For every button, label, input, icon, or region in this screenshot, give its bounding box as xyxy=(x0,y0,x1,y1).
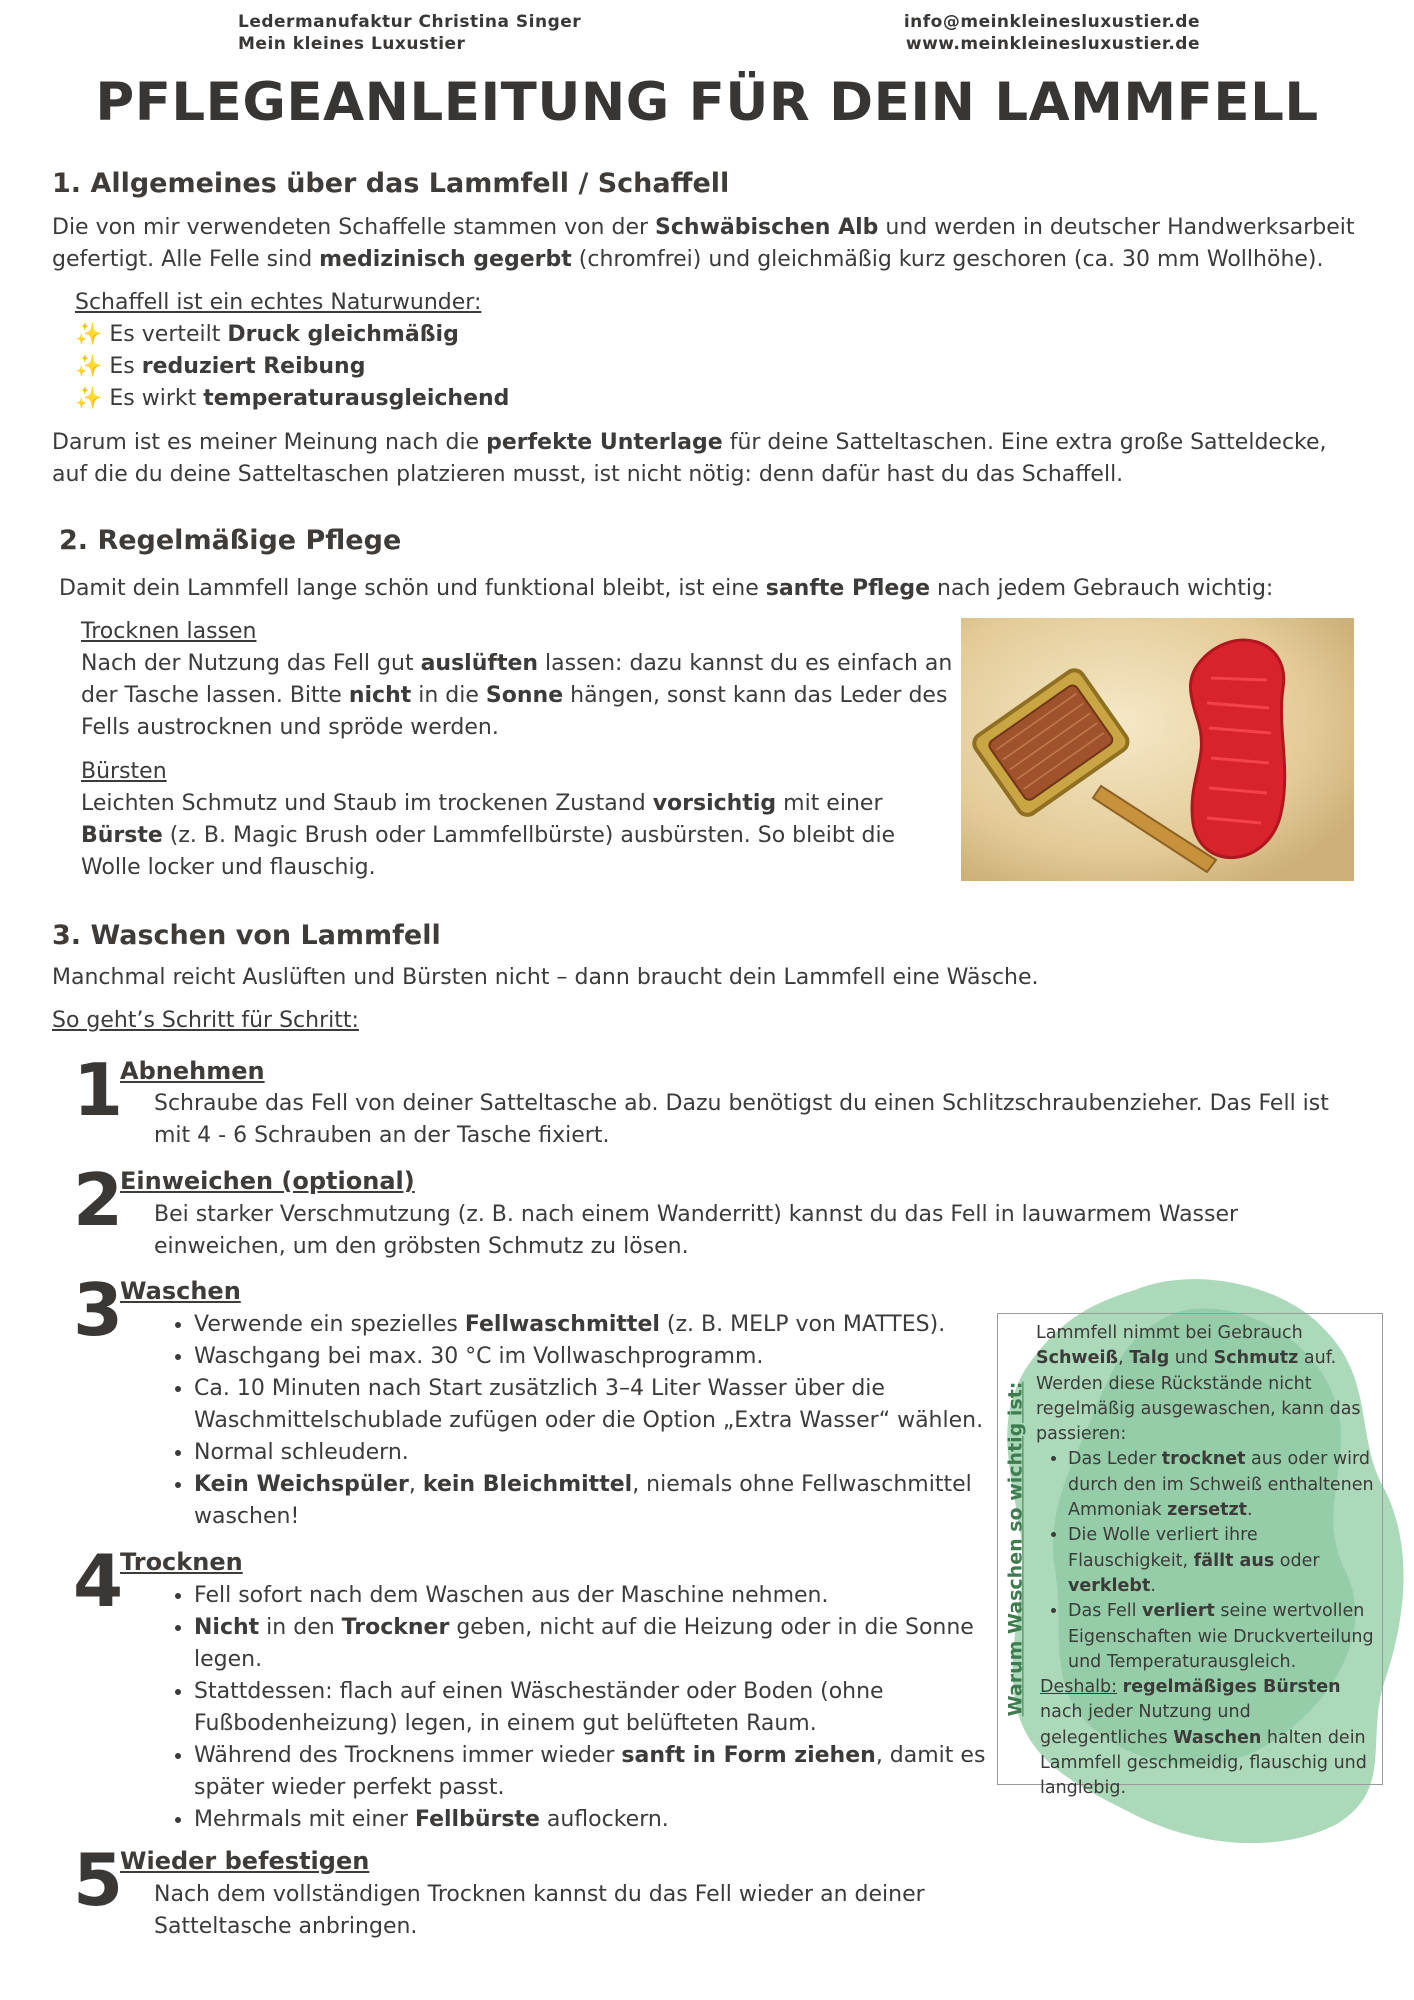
step-title: Trocknen xyxy=(120,1548,243,1576)
text-bold: fällt aus xyxy=(1193,1550,1275,1571)
text-bold: Trockner xyxy=(341,1615,450,1640)
email-link[interactable]: info@meinkleinesluxustier.de xyxy=(903,12,1200,32)
list-item: • Normal schleudern. xyxy=(194,1437,1024,1469)
step3-list xyxy=(164,1309,1024,1533)
text-bold: perfekte Unterlage xyxy=(486,430,723,455)
step-title: Abnehmen xyxy=(120,1057,265,1085)
brush-title: Bürsten xyxy=(81,759,167,784)
text-bold: Schwäbischen Alb xyxy=(655,215,879,240)
text: Es verteilt xyxy=(109,322,228,347)
text: (z. B. Magic Brush oder Lammfellbürste) ausbürsten. So bleibt die Wolle locker und flauschig. xyxy=(81,823,896,880)
text: , damit es später wieder perfekt passt. xyxy=(194,1743,986,1800)
wonder-list xyxy=(75,287,509,415)
text: . xyxy=(1247,1500,1253,1521)
sparkle-icon: ✨ xyxy=(75,322,103,347)
text: auflockern. xyxy=(539,1807,669,1832)
text: für deine Satteltaschen. Eine extra große Satteldecke, auf die du deine Satteltaschen platzieren musst, ist nicht nötig: denn dafür hast du das Schaffell. xyxy=(52,430,1327,487)
text: Verwende ein spezielles xyxy=(194,1312,465,1337)
section2-intro xyxy=(59,573,1379,605)
text-bold: Schmutz xyxy=(1213,1348,1299,1369)
text: Während des Trocknens immer wieder xyxy=(194,1743,622,1768)
text: nach jedem Gebrauch wichtig: xyxy=(930,576,1274,601)
text: halten dein Lammfell geschmeidig, flauschig und langlebig. xyxy=(1040,1727,1367,1799)
text: (z. B. MELP von MATTES). xyxy=(659,1312,946,1337)
dry-text xyxy=(81,648,961,744)
list-item xyxy=(194,1469,1024,1533)
text-bold: Bürste xyxy=(81,823,163,848)
text: nach jeder Nutzung und gelegentliches xyxy=(1040,1702,1251,1748)
list-item xyxy=(194,1612,1014,1676)
list-item: • Waschgang bei max. 30 °C im Vollwaschprogramm. xyxy=(194,1341,1024,1373)
text-bold: Fellwaschmittel xyxy=(464,1312,660,1337)
text: Mehrmals mit einer xyxy=(194,1807,415,1832)
text-bold: regelmäßiges Bürsten xyxy=(1122,1677,1341,1698)
text: , niemals ohne Fellwaschmittel waschen! xyxy=(194,1472,972,1529)
wonder-title: Schaffell ist ein echtes Naturwunder: xyxy=(75,290,482,315)
brush-text xyxy=(81,788,961,884)
wonder-item xyxy=(75,351,509,383)
section1-intro xyxy=(52,212,1372,276)
text-bold: zersetzt xyxy=(1167,1500,1248,1521)
text: hängen, sonst kann das Leder des Fells austrocknen und spröde werden. xyxy=(81,683,948,740)
text: geben, nicht auf die Heizung oder in die Sonne legen. xyxy=(194,1615,974,1672)
text-bold: Druck gleichmäßig xyxy=(227,322,459,347)
list-item xyxy=(194,1740,1014,1804)
text-bold: auslüften xyxy=(420,651,539,676)
callout-outro xyxy=(1040,1675,1382,1801)
text-bold: vorsichtig xyxy=(652,791,777,816)
text: auf. Werden diese Rückstände nicht regelmäßig ausgewaschen, kann das passieren: xyxy=(1036,1348,1361,1445)
text: Es wirkt xyxy=(109,386,204,411)
text: Damit dein Lammfell lange schön und funktional bleibt, ist eine xyxy=(59,576,766,601)
text-bold: medizinisch gegerbt xyxy=(319,247,572,272)
step-title: Wieder befestigen xyxy=(120,1847,370,1875)
list-item xyxy=(1068,1599,1382,1675)
company-name: Ledermanufaktur Christina Singer xyxy=(238,12,582,32)
step-number: 3 xyxy=(73,1268,124,1352)
step-title: Einweichen (optional) xyxy=(120,1167,415,1195)
text-bold: Talg xyxy=(1129,1348,1170,1369)
dry-title: Trocknen lassen xyxy=(81,619,257,644)
contact-block xyxy=(900,11,1200,55)
text: in den xyxy=(259,1615,342,1640)
brush-block xyxy=(81,756,961,884)
wonder-item xyxy=(75,319,509,351)
text-bold: reduziert Reibung xyxy=(141,354,366,379)
company-block xyxy=(238,11,581,55)
text-bold: sanft in Form ziehen xyxy=(621,1743,876,1768)
callout-side-title-wrap xyxy=(1000,1314,1030,1784)
text: aus oder wird durch den im Schweiß enthaltenen Ammoniak xyxy=(1068,1449,1374,1521)
step-text: Nach dem vollständigen Trocknen kannst du das Fell wieder an deiner Satteltasche anbringen. xyxy=(154,1882,925,1939)
text: oder xyxy=(1274,1550,1320,1571)
dry-block xyxy=(81,616,961,744)
text: mit einer xyxy=(776,791,883,816)
section1-heading: 1. Allgemeines über das Lammfell / Schaffell xyxy=(52,168,730,199)
step-number: 4 xyxy=(73,1539,124,1623)
callout-intro xyxy=(1036,1321,1382,1447)
callout-body xyxy=(1036,1321,1382,1802)
list-item xyxy=(1068,1447,1382,1523)
section3-heading: 3. Waschen von Lammfell xyxy=(52,920,441,951)
page-title: PFLEGEANLEITUNG FÜR DEIN LAMMFELL xyxy=(95,72,1319,133)
text: und xyxy=(1169,1348,1214,1369)
text: und werden in deutscher Handwerksarbeit gefertigt. Alle Felle sind xyxy=(52,215,1355,272)
list-item xyxy=(1068,1523,1382,1599)
text-bold: Sonne xyxy=(485,683,564,708)
list-item xyxy=(194,1309,1024,1341)
company-tagline: Mein kleines Luxustier xyxy=(238,34,466,54)
text: Leichten Schmutz und Staub im trockenen Zustand xyxy=(81,791,653,816)
section3-intro: Manchmal reicht Auslüften und Bürsten nicht – dann braucht dein Lammfell eine Wäsche. xyxy=(52,965,1039,990)
step-text: Bei starker Verschmutzung (z. B. nach einem Wanderritt) kannst du das Fell in lauwarmem Wasser einweichen, um den gröbsten Schmutz zu lösen. xyxy=(154,1202,1239,1259)
text: Die Wolle verliert ihre Flauschigkeit, xyxy=(1068,1525,1258,1571)
text-bold: Kein Weichspüler xyxy=(194,1472,409,1497)
text: , xyxy=(408,1472,423,1497)
text: Darum ist es meiner Meinung nach die xyxy=(52,430,487,455)
text-bold: trocknet xyxy=(1161,1449,1246,1470)
sparkle-icon: ✨ xyxy=(75,354,103,379)
text-bold: temperaturausgleichend xyxy=(203,386,510,411)
text: lassen: dazu kannst du es einfach an der Tasche lassen. Bitte xyxy=(81,651,953,708)
list-item: • Stattdessen: flach auf einen Wäscheständer oder Boden (ohne Fußbodenheizung) legen, in einem gut belüfteten Raum. xyxy=(194,1676,1014,1740)
text: Das Leder xyxy=(1068,1449,1162,1470)
text: , xyxy=(1118,1348,1130,1369)
text-bold: Nicht xyxy=(194,1615,260,1640)
step-text: Schraube das Fell von deiner Satteltasche ab. Dazu benötigst du einen Schlitzschraubenzieher. Das Fell ist mit 4 - 6 Schrauben an der Tasche fixiert. xyxy=(154,1091,1329,1148)
callout-box xyxy=(997,1313,1383,1799)
text: Nach der Nutzung das Fell gut xyxy=(81,651,421,676)
step-number: 5 xyxy=(73,1838,124,1922)
text-bold: kein Bleichmittel xyxy=(422,1472,633,1497)
step4-list xyxy=(164,1580,1014,1836)
list-item: • Fell sofort nach dem Waschen aus der Maschine nehmen. xyxy=(194,1580,1014,1612)
sparkle-icon: ✨ xyxy=(75,386,103,411)
text: in die xyxy=(411,683,486,708)
text-bold: Fellbürste xyxy=(414,1807,540,1832)
text-bold: nicht xyxy=(348,683,412,708)
text: Das Fell xyxy=(1068,1601,1143,1622)
website-link[interactable]: www.meinkleinesluxustier.de xyxy=(905,34,1200,54)
wonder-item xyxy=(75,383,509,415)
step-title: Waschen xyxy=(120,1277,241,1305)
section1-closing xyxy=(52,427,1342,491)
section2-heading: 2. Regelmäßige Pflege xyxy=(59,525,402,556)
text-bold: verliert xyxy=(1142,1601,1215,1622)
list-item: • Ca. 10 Minuten nach Start zusätzlich 3–4 Liter Wasser über die Waschmittelschublade zufügen oder die Option „Extra Wasser“ wählen. xyxy=(194,1373,1024,1437)
callout-list xyxy=(1036,1447,1382,1675)
brushes-photo xyxy=(961,618,1354,881)
text-underlined: Deshalb: xyxy=(1040,1677,1118,1698)
text: . xyxy=(1150,1575,1156,1596)
steps-title: So geht’s Schritt für Schritt: xyxy=(52,1008,359,1033)
brushes-illustration xyxy=(961,618,1354,881)
text: (chromfrei) und gleichmäßig kurz geschoren (ca. 30 mm Wollhöhe). xyxy=(571,247,1324,272)
text: Die von mir verwendeten Schaffelle stammen von der xyxy=(52,215,656,240)
callout-side-title: Warum Waschen so wichtig ist: xyxy=(1004,1381,1027,1717)
text: Lammfell nimmt bei Gebrauch xyxy=(1036,1323,1303,1343)
text-bold: verklebt xyxy=(1068,1575,1151,1596)
list-item xyxy=(194,1804,1014,1836)
text: Es xyxy=(109,354,142,379)
step-number: 1 xyxy=(73,1048,124,1132)
text-bold: Waschen xyxy=(1173,1727,1262,1748)
text-bold: Schweiß xyxy=(1036,1348,1119,1369)
text-bold: sanfte Pflege xyxy=(765,576,931,601)
step-number: 2 xyxy=(73,1158,124,1242)
text: seine wertvollen Eigenschaften wie Druckverteilung und Temperaturausgleich. xyxy=(1068,1601,1374,1672)
